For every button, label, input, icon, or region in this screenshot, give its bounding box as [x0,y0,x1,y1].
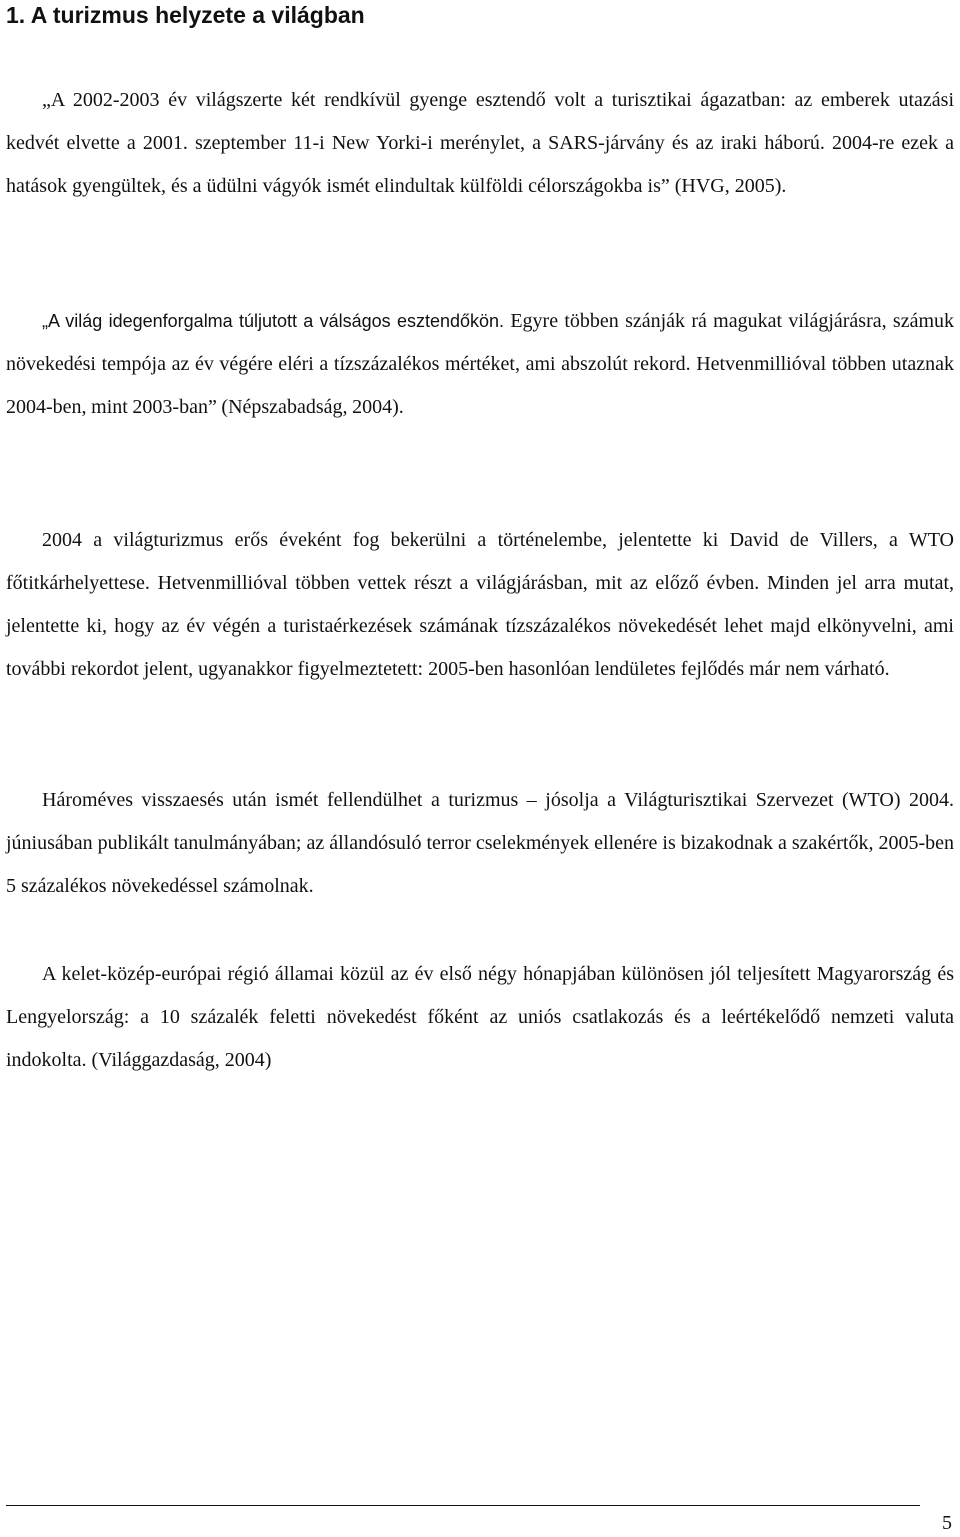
paragraph-nepszabadsag-body: Egyre többen szánják rá magukat világjárásra, számuk növekedési tempója az év végére eléri a tízszázalékos mértéket, ami abszolút rekord. Hetvenmillióval többen utaznak 2004-ben, mint 2003-ban” (Népszabadság, 2004). [6,310,954,418]
paragraph-central-europe: A kelet-közép-európai régió államai közül az év első négy hónapjában különösen jól teljesített Magyarország és Lengyelország: a 10 százalék feletti növekedést főként az uniós csatlakozás és a leértékelődő nemzeti valuta indokolta. (Világgazdaság, 2004) [6,963,954,1071]
footer-divider [6,1505,920,1506]
paragraph-wto-study: Hároméves visszaesés után ismét fellendülhet a turizmus – jósolja a Világturisztikai Szervezet (WTO) 2004. júniusában publikált tanulmányában; az állandósuló terror cselekmények ellenére is bizakodnak a szakértők, 2005-ben 5 százalékos növekedéssel számolnak. [6,789,954,897]
paragraph-wto-2004: 2004 a világturizmus erős éveként fog bekerülni a történelembe, jelentette ki David de Villers, a WTO főtitkárhelyettese. Hetvenmillióval többen vettek részt a világjárásban, mit az előző évben. Minden jel arra mutat, jelentette ki, hogy az év végén a turistaérkezések számának tízszázalékos növekedését lehet majd elkönyvelni, ami további rekordot jelent, ugyanakkor figyelmeztetett: 2005-ben hasonlóan lendületes fejlődés már nem várható. [6,529,954,680]
paragraph-nepszabadsag-lead: „A világ idegenforgalma túljutott a válságos esztendőkön. [42,311,505,331]
page-number: 5 [942,1512,952,1534]
section-heading: 1. A turizmus helyzete a világban [6,2,365,28]
paragraph-nepszabadsag-quote [6,300,954,429]
paragraph-hvg-quote: „A 2002-2003 év világszerte két rendkívül gyenge esztendő volt a turisztikai ágazatban: az emberek utazási kedvét elvette a 2001. szeptember 11-i New Yorki-i merénylet, a SARS-járvány és az iraki háború. 2004-re ezek a hatások gyengültek, és a üdülni vágyók ismét elindultak külföldi célországokba is” (HVG, 2005). [6,89,954,197]
